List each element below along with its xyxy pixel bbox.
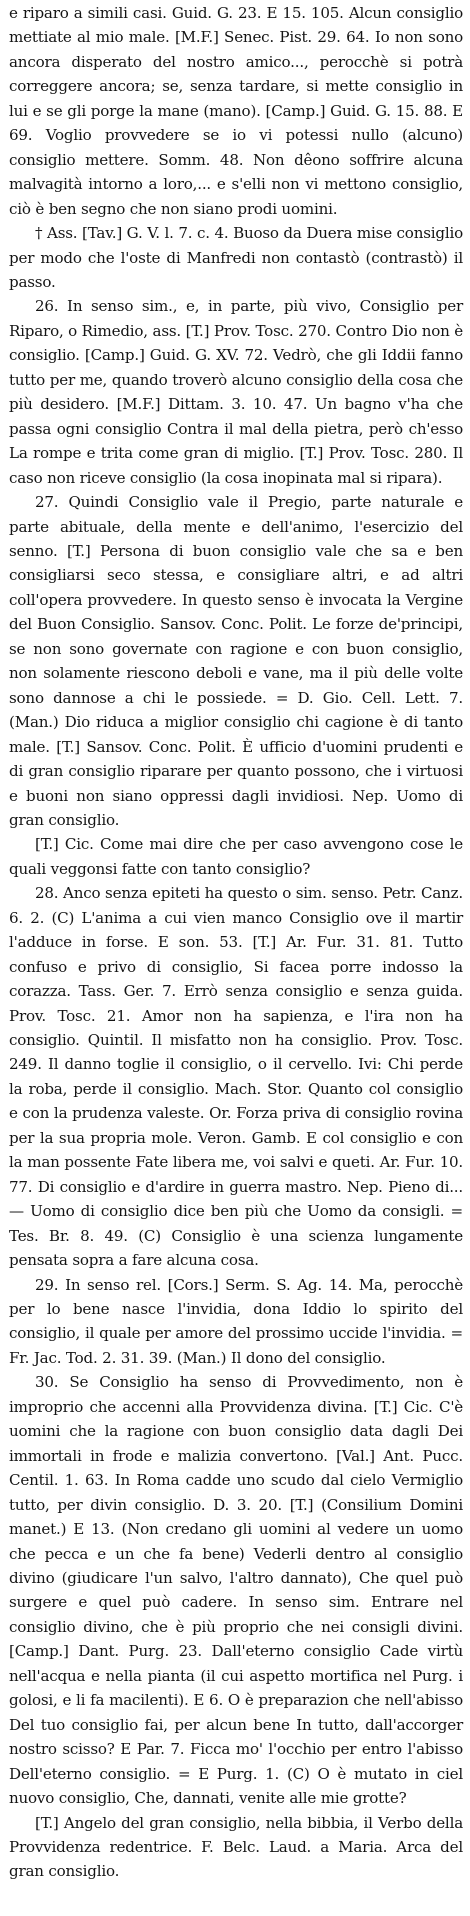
entry-section-28: 28. Anco senza epiteti ha questo o sim. senso. Petr. Canz. 6. 2. (C) L'anima a cui vien manco Consiglio ove il martir l'adduce in forse. E son. 53. [T.] Ar. Fur. 31. 81. Tutto confuso e privo di consiglio, Si facea porre indosso la corazza. Tass. Ger. 7. Errò senza consiglio e senza guida. Prov. Tosc. 21. Amor non ha sapienza, e l'ira non ha consiglio. Quintil. Il misfatto non ha consiglio. Prov. Tosc. 249. Il danno toglie il consiglio, o il cervello. Ivi: Chi perde la roba, perde il consiglio. Mach. Stor. Quanto col consiglio e con la prudenza valeste. Or. Forza priva di consiglio rovina per la sua propria mole. Veron. Gamb. E col consiglio e con la man possente Fate libera me, voi salvi e queti. Ar. Fur. 10. 77. Di consiglio e d'ardire in guerra mastro. Nep. Pieno di... — Uomo di consiglio dice ben più che Uomo da consigli. = Tes. Br. 8. 49. (C) Consiglio è una scienza lungamente pensata sopra a fare alcuna cosa.: [9, 884, 463, 1270]
entry-paragraph-continuation: e riparo a simili casi. Guid. G. 23. E 15. 105. Alcun consiglio mettiate al mio male. [M.F.] Senec. Pist. 29. 64. Io non sono ancora disperato del nostro amico..., perocchè si potrà correggere ancora; se, senza tardare, si mette consiglio in lui e se gli porge la mane (mano). [Camp.] Guid. G. 15. 88. E 69. Voglio provvedere se io vi potessi nullo (alcuno) consiglio mettere. Somm. 48. Non dêono soffrire alcuna malvagità intorno a loro,... e s'elli non vi mettono consiglio, ciò è ben segno che non siano prodi uomini.: [9, 4, 463, 218]
entry-section-27: 27. Quindi Consiglio vale il Pregio, parte naturale e parte abituale, della mente e dell'animo, l'esercizio del senno. [T.] Persona di buon consiglio vale che sa e ben consigliarsi seco stessa, e consigliare altri, e ad altri coll'opera provvedere. In questo senso è invocata la Vergine del Buon Consiglio. Sansov. Conc. Polit. Le forze de'principi, se non sono governate con ragione e con buon consiglio, non solamente riescono deboli e vane, ma il più delle volte sono dannose a chi le possiede. = D. Gio. Cell. Lett. 7. (Man.) Dio riduca a miglior consiglio chi cagione è di tanto male. [T.] Sansov. Conc. Polit. È ufficio d'uomini prudenti e di gran consiglio riparare per quanto possono, che i virtuosi e buoni non siano oppressi dagli invidiosi. Nep. Uomo di gran consiglio.: [9, 493, 463, 829]
entry-section-30: 30. Se Consiglio ha senso di Provvedimento, non è improprio che accenni alla Provvidenza divina. [T.] Cic. C'è uomini che la ragione con buon consiglio data dagli Dei immortali in frode e malizia convertono. [Val.] Ant. Pucc. Centil. 1. 63. In Roma cadde uno scudo dal cielo Vermiglio tutto, per divin consiglio. D. 3. 20. [T.] (Consilium Domini manet.) E 13. (Non credano gli uomini al vedere un uomo che pecca e un che fa bene) Vederli dentro al consiglio divino (giudicare l'un salvo, l'altro dannato), Che quel può surgere e quel può cadere. In senso sim. Entrare nel consiglio divino, che è più proprio che nei consigli divini. [Camp.] Dant. Purg. 23. Dall'eterno consiglio Cade virtù nell'acqua e nella pianta (il cui aspetto mortifica nel Purg. i golosi, e li fa macilenti). E 6. O è preparazion che nell'abisso Del tuo consiglio fai, per alcun bene In tutto, dall'accorger nostro scisso? E Par. 7. Ficca mo' l'occhio per entro l'abisso Dell'eterno consiglio. = E Purg. 1. (C) O è mutato in ciel nuovo consiglio, Che, dannati, venite alle mie grotte?: [9, 1373, 463, 1808]
entry-section-26: 26. In senso sim., e, in parte, più vivo, Consiglio per Riparo, o Rimedio, ass. [T.] Prov. Tosc. 270. Contro Dio non è consiglio. [Camp.] Guid. G. XV. 72. Vedrò, che gli Iddii fanno tutto per me, quando troverò alcuno consiglio della cosa che più desidero. [M.F.] Dittam. 3. 10. 47. Un bagno v'ha che passa ogni consiglio Contra il mal della pietra, però ch'esso La rompe e trita come gran di miglio. [T.] Prov. Tosc. 280. Il caso non riceve consiglio (la cosa inopinata mal si ripara).: [9, 297, 463, 487]
entry-paragraph-angelo: [T.] Angelo del gran consiglio, nella bibbia, il Verbo della Provvidenza redentrice. F. Belc. Laud. a Maria. Arca del gran consiglio.: [9, 1813, 463, 1881]
entry-paragraph-ass: † Ass. [Tav.] G. V. l. 7. c. 4. Buoso da Duera mise consiglio per modo che l'oste di Manfredi non contastò (contrastò) il passo.: [9, 224, 463, 291]
entry-paragraph-cic: [T.] Cic. Come mai dire che per caso avvengono cose le quali veggonsi fatte con tanto consiglio?: [9, 835, 463, 878]
entry-section-29: 29. In senso rel. [Cors.] Serm. S. Ag. 14. Ma, perocchè per lo bene nasce l'invidia, dona Iddio lo spirito del consiglio, il quale per amore del prossimo uccide l'invidia. = Fr. Jac. Tod. 2. 31. 39. (Man.) Il dono del consiglio.: [9, 1275, 463, 1367]
